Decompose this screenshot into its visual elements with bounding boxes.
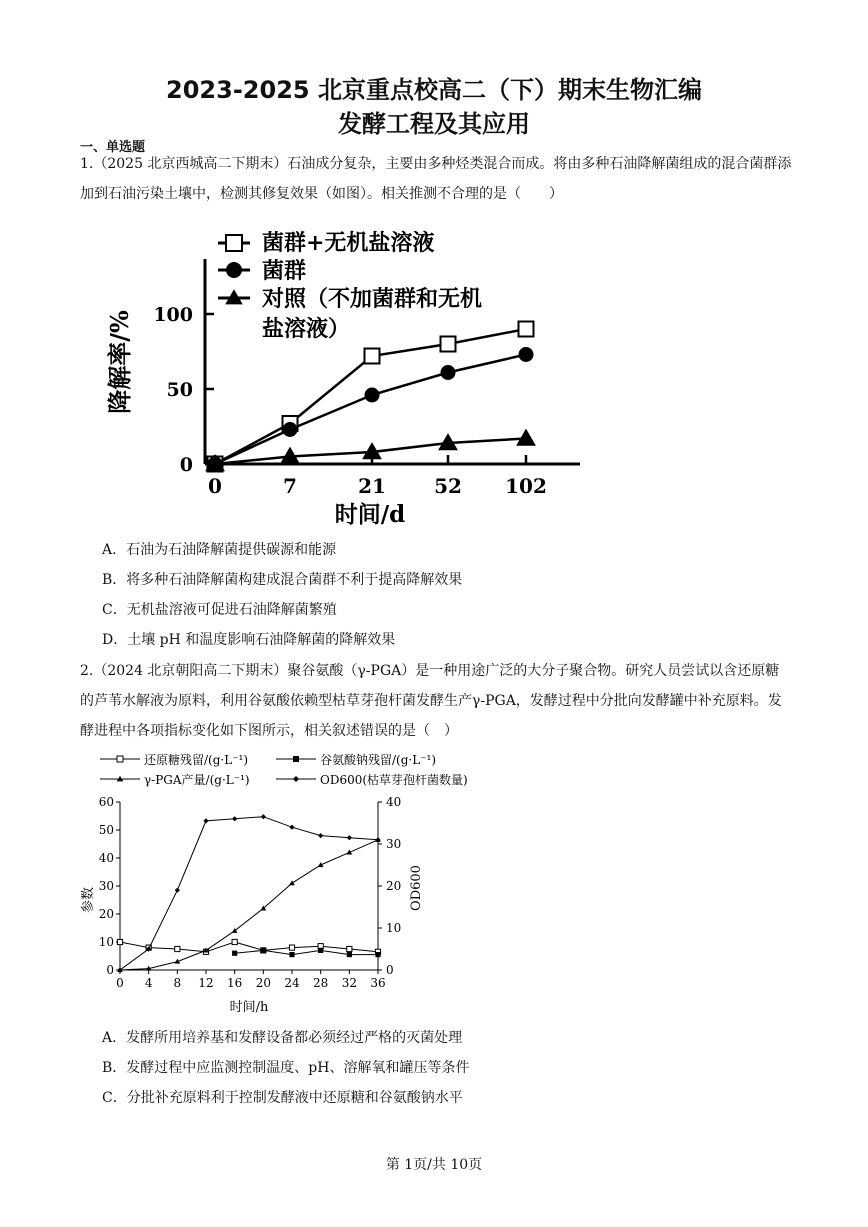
chart-2-left-tick-label: 10 bbox=[98, 935, 114, 949]
chart-2-x-tick-label: 36 bbox=[370, 976, 386, 990]
chart-2-data-point bbox=[203, 818, 208, 823]
chart-2-data-point bbox=[289, 945, 294, 950]
chart-1-x-tick-label: 102 bbox=[505, 474, 547, 498]
chart-1-y-tick-label: 50 bbox=[166, 379, 193, 401]
chart-2-series bbox=[117, 814, 381, 973]
q1-option-b: B．将多种石油降解菌构建成混合菌群不利于提高降解效果 bbox=[102, 572, 463, 588]
chart-1-data-point bbox=[365, 388, 380, 403]
chart-1-data-point bbox=[516, 429, 536, 446]
q2-option-a: A．发酵所用培养基和发酵设备都必须经过严格的灭菌处理 bbox=[102, 1030, 463, 1046]
chart-2-legend-label: OD600(枯草芽孢杆菌数量) bbox=[320, 773, 468, 787]
chart-1-legend-label-line2: 盐溶液） bbox=[262, 316, 351, 342]
chart-2-legend-marker bbox=[293, 776, 299, 782]
chart-2-axes bbox=[80, 795, 424, 1015]
chart-2-left-tick-label: 20 bbox=[98, 907, 114, 921]
chart-2-x-tick-label: 0 bbox=[116, 976, 124, 990]
chart-2-x-tick-label: 16 bbox=[227, 976, 243, 990]
chart-1-series bbox=[205, 322, 536, 472]
chart-2-left-tick-label: 60 bbox=[98, 795, 114, 809]
chart-2-x-tick-label: 20 bbox=[255, 976, 271, 990]
chart-2-data-point bbox=[318, 948, 323, 953]
chart-2-right-tick-label: 10 bbox=[386, 921, 402, 935]
chart-2-right-tick-label: 40 bbox=[386, 795, 402, 809]
page-footer: 第 1页/共 10页 bbox=[385, 1157, 483, 1173]
q1-option-c: C．无机盐溶液可促进石油降解菌繁殖 bbox=[102, 602, 337, 618]
q1-option-a: A．石油为石油降解菌提供碳源和能源 bbox=[102, 542, 337, 558]
chart-2-series-line bbox=[120, 817, 378, 970]
chart-1-x-axis-label: 时间/d bbox=[334, 501, 406, 528]
section-heading: 一、单选题 bbox=[80, 140, 146, 155]
chart-1 bbox=[90, 222, 610, 532]
document-title-line2: 发酵工程及其应用 bbox=[338, 110, 530, 138]
chart-2-legend-label: 谷氨酸钠残留/(g·L⁻¹) bbox=[320, 753, 437, 767]
chart-2-series-line bbox=[235, 950, 378, 954]
chart-2-data-point bbox=[232, 939, 237, 944]
chart-1-x-tick-label: 21 bbox=[358, 474, 386, 498]
chart-2-data-point bbox=[318, 833, 323, 838]
q1-option-d: D．土壤 pH 和温度影响石油降解菌的降解效果 bbox=[102, 632, 396, 648]
chart-2-legend-marker bbox=[293, 756, 299, 762]
chart-2-data-point bbox=[175, 946, 180, 951]
q2-option-b: B．发酵过程中应监测控制温度、pH、溶解氧和罐压等条件 bbox=[102, 1060, 470, 1076]
chart-2-x-tick-label: 12 bbox=[198, 976, 214, 990]
chart-1-y-tick-label: 100 bbox=[153, 304, 193, 326]
q2-option-c: C．分批补充原料利于控制发酵液中还原糖和谷氨酸钠水平 bbox=[102, 1090, 463, 1106]
chart-2-x-axis-label: 时间/h bbox=[229, 1000, 269, 1015]
chart-1-x-tick-label: 7 bbox=[283, 474, 297, 498]
chart-2-left-axis-label: 参数 bbox=[81, 886, 96, 914]
chart-2-legend bbox=[100, 752, 468, 787]
chart-2 bbox=[78, 745, 508, 1020]
chart-1-legend-label: 菌群+无机盐溶液 bbox=[262, 230, 435, 256]
chart-2-left-tick-label: 50 bbox=[98, 823, 114, 837]
chart-2-left-tick-label: 30 bbox=[98, 879, 114, 893]
chart-2-left-tick-label: 0 bbox=[106, 963, 114, 977]
chart-2-series-line bbox=[120, 840, 378, 970]
chart-2-right-tick-label: 20 bbox=[386, 879, 402, 893]
chart-1-y-tick-label: 0 bbox=[179, 454, 193, 476]
chart-2-data-point bbox=[375, 952, 380, 957]
chart-2-data-point bbox=[289, 825, 294, 830]
chart-2-x-tick-label: 4 bbox=[144, 976, 153, 990]
chart-1-data-point bbox=[441, 365, 456, 380]
chart-1-legend-label: 菌群 bbox=[262, 258, 307, 284]
chart-1-y-axis-label: 降解率/% bbox=[105, 310, 134, 414]
chart-2-data-point bbox=[261, 814, 266, 819]
chart-2-right-axis-label: OD600 bbox=[409, 865, 424, 911]
chart-2-x-tick-label: 24 bbox=[284, 976, 300, 990]
chart-2-right-tick-label: 0 bbox=[386, 963, 394, 977]
chart-1-data-point bbox=[519, 322, 534, 337]
chart-1-data-point bbox=[283, 422, 298, 437]
chart-2-data-point bbox=[232, 816, 237, 821]
chart-1-legend-label-line1: 对照（不加菌群和无机 bbox=[262, 286, 483, 312]
chart-1-legend-label bbox=[262, 286, 482, 342]
chart-2-legend-label: γ-PGA产量/(g·L⁻¹) bbox=[144, 773, 250, 787]
chart-1-data-point bbox=[519, 347, 534, 362]
question-1-stem: 1.（2025 北京西城高二下期末）石油成分复杂，主要由多种烃类混合而成。将由多种石油降解菌组成的混合菌群添加到石油污染土壤中，检测其修复效果（如图）。相关推测不合理的是（ ） bbox=[80, 156, 792, 202]
chart-2-x-tick-label: 32 bbox=[341, 976, 357, 990]
chart-2-data-point bbox=[289, 880, 295, 885]
chart-2-data-point bbox=[347, 835, 352, 840]
chart-2-data-point bbox=[347, 952, 352, 957]
chart-1-x-tick-label: 0 bbox=[208, 474, 222, 498]
chart-2-right-tick-label: 30 bbox=[386, 837, 402, 851]
chart-2-legend-marker bbox=[117, 756, 123, 762]
chart-2-x-tick-label: 28 bbox=[313, 976, 329, 990]
chart-1-data-point bbox=[441, 337, 456, 352]
chart-2-data-point bbox=[261, 948, 266, 953]
chart-1-data-point bbox=[365, 349, 380, 364]
chart-1-legend bbox=[218, 230, 482, 342]
question-2-stem: 2.（2024 北京朝阳高二下期末）聚谷氨酸（γ-PGA）是一种用途广泛的大分子聚合物。研究人员尝试以含还原糖的芦苇水解液为原料，利用谷氨酸依赖型枯草芽孢杆菌发酵生产γ-PGA，发酵过程中分批向发酵罐中补充原料。发酵进程中各项指标变化如下图所示，相关叙述错误的是（ ） bbox=[80, 663, 782, 739]
chart-2-data-point bbox=[232, 951, 237, 956]
chart-2-data-point bbox=[117, 939, 122, 944]
chart-2-legend-label: 还原糖残留/(g·L⁻¹) bbox=[144, 753, 249, 767]
chart-2-x-tick-label: 8 bbox=[173, 976, 182, 990]
chart-1-x-tick-label: 52 bbox=[434, 474, 462, 498]
chart-2-left-tick-label: 40 bbox=[98, 851, 114, 865]
chart-2-data-point bbox=[289, 952, 294, 957]
chart-1-legend-marker bbox=[226, 235, 242, 251]
chart-2-data-point bbox=[175, 888, 180, 893]
chart-2-series-line bbox=[120, 942, 378, 952]
document-title-line1: 2023-2025 北京重点校高二（下）期末生物汇编 bbox=[166, 76, 702, 104]
chart-2-data-point bbox=[347, 946, 352, 951]
